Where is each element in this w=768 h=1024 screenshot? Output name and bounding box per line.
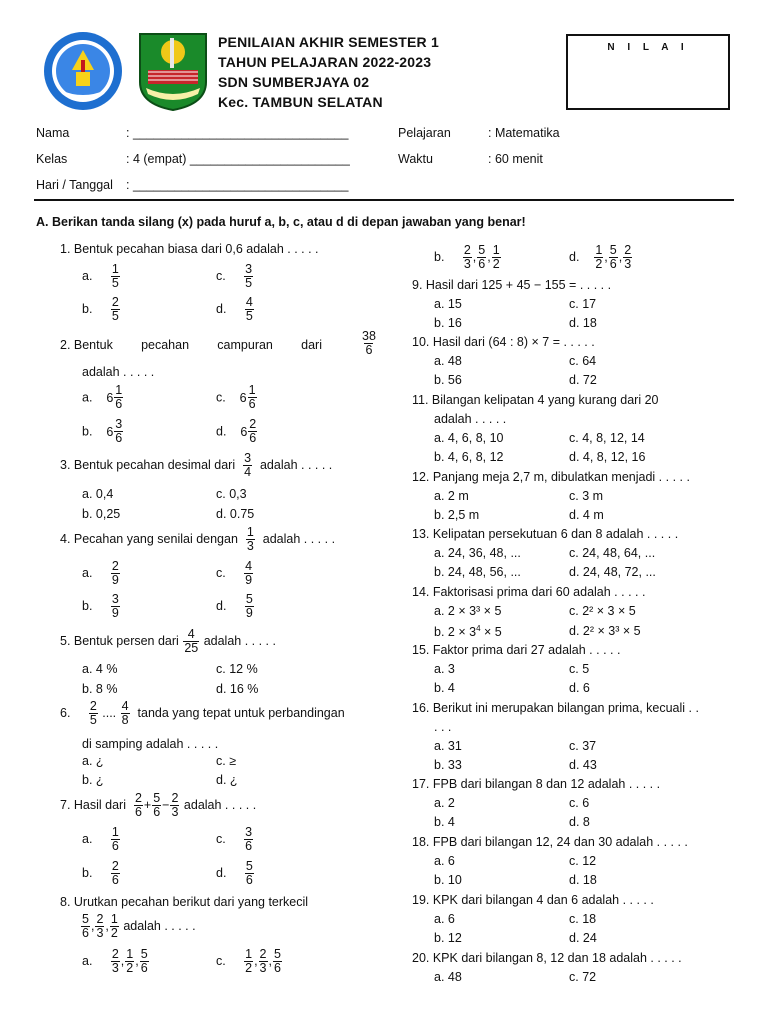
- question-20: 20. KPK dari bilangan 8, 12 dan 18 adalah . . . . .: [412, 951, 682, 965]
- q2-stem-frac: $\frac{38}{6}$: [362, 329, 376, 357]
- kelas-field[interactable]: : 4 (empat) _______________________: [126, 152, 350, 166]
- q5-stem-frac: $\frac{4}{25}$: [184, 627, 199, 655]
- question-9: 9. Hasil dari 125 + 45 − 155 = . . . . .: [412, 278, 612, 292]
- q16-option-b[interactable]: b. 33: [434, 758, 462, 772]
- q15-option-b[interactable]: b. 4: [434, 681, 455, 695]
- q6-option-b[interactable]: b. ¿: [82, 773, 104, 787]
- question-3: 3. Bentuk pecahan desimal dari $\frac{3}{4}$ adalah . . . . .: [60, 451, 333, 479]
- q1-b-frac: $\frac{2}{5}$: [111, 295, 119, 323]
- q17-option-a[interactable]: a. 2: [434, 796, 455, 810]
- q10-option-a[interactable]: a. 48: [434, 354, 462, 368]
- exam-title: PENILAIAN AKHIR SEMESTER 1: [218, 34, 439, 50]
- q3-option-a[interactable]: a. 0,4: [82, 487, 114, 501]
- q9-option-b[interactable]: b. 16: [434, 316, 462, 330]
- kelas-label: Kelas: [36, 152, 68, 166]
- q12-option-c[interactable]: c. 3 m: [569, 489, 604, 503]
- q9-option-a[interactable]: a. 15: [434, 297, 462, 311]
- q17-option-b[interactable]: b. 4: [434, 815, 455, 829]
- question-15: 15. Faktor prima dari 27 adalah . . . . .: [412, 643, 621, 657]
- q7-option-b[interactable]: b. $\frac{2}{6}$: [82, 859, 119, 887]
- question-18: 18. FPB dari bilangan 12, 24 dan 30 adalah . . . . .: [412, 835, 688, 849]
- q18-option-c[interactable]: c. 12: [569, 854, 597, 868]
- q18-option-a[interactable]: a. 6: [434, 854, 455, 868]
- q11-option-c[interactable]: c. 4, 8, 12, 14: [569, 431, 645, 445]
- q7-option-c[interactable]: c. $\frac{3}{6}$: [216, 825, 253, 853]
- pelajaran-value: : Matematika: [488, 126, 560, 140]
- q12-option-d[interactable]: d. 4 m: [569, 508, 604, 522]
- q2-option-b[interactable]: b. 6 $\frac{3}{6}$: [82, 417, 123, 445]
- q18-option-b[interactable]: b. 10: [434, 873, 462, 887]
- q2-option-c[interactable]: c. 6 $\frac{1}{6}$: [216, 383, 256, 411]
- q11-option-a[interactable]: a. 4, 6, 8, 10: [434, 431, 504, 445]
- tut-wuri-handayani-logo: [40, 30, 126, 112]
- q4-option-d[interactable]: d. $\frac{5}{9}$: [216, 592, 253, 620]
- q11-option-d[interactable]: d. 4, 8, 12, 16: [569, 450, 646, 464]
- question-8: 8. Urutkan pecahan berikut dari yang terkecil: [60, 895, 309, 909]
- q14-option-c[interactable]: c. 2² × 3 × 5: [569, 604, 636, 618]
- q19-option-c[interactable]: c. 18: [569, 912, 597, 926]
- question-6: 6. $\frac{2}{5}$ .... $\frac{4}{8}$ tanda yang tepat untuk perbandingan: [60, 699, 345, 727]
- q1-c-frac: $\frac{3}{5}$: [245, 262, 253, 290]
- q10-option-c[interactable]: c. 64: [569, 354, 597, 368]
- q14-option-d[interactable]: d. 2² × 3³ × 5: [569, 624, 641, 638]
- kabupaten-bekasi-logo: [134, 30, 212, 112]
- q19-option-a[interactable]: a. 6: [434, 912, 455, 926]
- q5-option-a[interactable]: a. 4 %: [82, 662, 118, 676]
- question-16-tail: . . .: [434, 720, 452, 734]
- header-divider: [34, 199, 734, 201]
- district-name: Kec. TAMBUN SELATAN: [218, 94, 383, 110]
- question-11: 11. Bilangan kelipatan 4 yang kurang dari 20: [412, 393, 659, 407]
- q16-option-d[interactable]: d. 43: [569, 758, 597, 772]
- question-5: 5. Bentuk persen dari $\frac{4}{25}$ adalah . . . . .: [60, 627, 276, 655]
- question-1: 1. Bentuk pecahan biasa dari 0,6 adalah . . . . .: [60, 242, 319, 256]
- question-2: 2. Bentuk pecahan campuran dari: [60, 338, 322, 352]
- score-box-label: N I L A I: [607, 42, 689, 53]
- hari-field[interactable]: : _______________________________: [126, 178, 349, 192]
- q13-option-a[interactable]: a. 24, 36, 48, ...: [434, 546, 521, 560]
- waktu-value: : 60 menit: [488, 152, 543, 166]
- q5-option-c[interactable]: c. 12 %: [216, 662, 258, 676]
- q6-option-a[interactable]: a. ¿: [82, 754, 104, 768]
- question-4: 4. Pecahan yang senilai dengan $\frac{1}{3}$ adalah . . . . .: [60, 525, 336, 553]
- question-17: 17. FPB dari bilangan 8 dan 12 adalah . . . . .: [412, 777, 661, 791]
- q10-option-d[interactable]: d. 72: [569, 373, 597, 387]
- q9-option-c[interactable]: c. 17: [569, 297, 597, 311]
- q13-option-c[interactable]: c. 24, 48, 64, ...: [569, 546, 656, 560]
- q13-option-b[interactable]: b. 24, 48, 56, ...: [434, 565, 521, 579]
- q15-option-c[interactable]: c. 5: [569, 662, 590, 676]
- section-a-instruction: A. Berikan tanda silang (x) pada huruf a, b, c, atau d di depan jawaban yang benar!: [36, 215, 526, 229]
- q1-option-b[interactable]: b. $\frac{2}{5}$: [82, 295, 119, 323]
- q7-option-d[interactable]: d. $\frac{5}{6}$: [216, 859, 253, 887]
- question-11-tail: adalah . . . . .: [434, 412, 507, 426]
- nama-label: Nama: [36, 126, 70, 140]
- q1-a-frac: $\frac{1}{5}$: [111, 262, 119, 290]
- q1-option-a[interactable]: a. $\frac{1}{5}$: [82, 262, 119, 290]
- q12-option-b[interactable]: b. 2,5 m: [434, 508, 480, 522]
- q3-stem-frac: $\frac{3}{4}$: [244, 451, 252, 479]
- q8-option-d[interactable]: d. $\frac{1}{2}$ , $\frac{5}{6}$ , $\frac{2}{3}$: [569, 243, 632, 271]
- q14-option-a[interactable]: a. 2 × 3³ × 5: [434, 604, 502, 618]
- q6-option-d[interactable]: d. ¿: [216, 773, 238, 787]
- q3-option-c[interactable]: c. 0,3: [216, 487, 247, 501]
- question-12: 12. Panjang meja 2,7 m, dibulatkan menjadi . . . . .: [412, 470, 690, 484]
- question-6-tail: di samping adalah . . . . .: [82, 737, 219, 751]
- nama-field[interactable]: : _______________________________: [126, 126, 349, 140]
- q1-d-frac: $\frac{4}{5}$: [245, 295, 253, 323]
- q18-option-d[interactable]: d. 18: [569, 873, 597, 887]
- q15-option-d[interactable]: d. 6: [569, 681, 590, 695]
- q4-option-c[interactable]: c. $\frac{4}{9}$: [216, 559, 253, 587]
- q8-option-b[interactable]: b. $\frac{2}{3}$ , $\frac{5}{6}$ , $\frac{1}{2}$: [434, 243, 500, 271]
- q1-option-d[interactable]: d. $\frac{4}{5}$: [216, 295, 253, 323]
- question-8-stem: $\frac{5}{6}$ , $\frac{2}{3}$ , $\frac{1}{2}$ adalah . . . . .: [82, 912, 196, 940]
- q10-option-b[interactable]: b. 56: [434, 373, 462, 387]
- q3-option-d[interactable]: d. 0.75: [216, 507, 255, 521]
- q4-option-a[interactable]: a. $\frac{2}{9}$: [82, 559, 119, 587]
- q16-option-c[interactable]: c. 37: [569, 739, 597, 753]
- academic-year: TAHUN PELAJARAN 2022-2023: [218, 54, 432, 70]
- question-13: 13. Kelipatan persekutuan 6 dan 8 adalah . . . . .: [412, 527, 679, 541]
- q15-option-a[interactable]: a. 3: [434, 662, 455, 676]
- q8-option-a[interactable]: a. $\frac{2}{3}$ , $\frac{1}{2}$ , $\frac{5}{6}$: [82, 947, 148, 975]
- q7-option-a[interactable]: a. $\frac{1}{6}$: [82, 825, 119, 853]
- hari-label: Hari / Tanggal: [36, 178, 113, 192]
- q4-option-b[interactable]: b. $\frac{3}{9}$: [82, 592, 119, 620]
- q17-option-c[interactable]: c. 6: [569, 796, 590, 810]
- question-2-tail: adalah . . . . .: [82, 365, 155, 379]
- q9-option-d[interactable]: d. 18: [569, 316, 597, 330]
- q3-option-b[interactable]: b. 0,25: [82, 507, 121, 521]
- question-16: 16. Berikut ini merupakan bilangan prima, kecuali . .: [412, 701, 699, 715]
- q2-option-a[interactable]: a. 6 $\frac{1}{6}$: [82, 383, 123, 411]
- score-box[interactable]: [566, 34, 730, 110]
- pelajaran-label: Pelajaran: [398, 126, 451, 140]
- q8-option-c[interactable]: c. $\frac{1}{2}$ , $\frac{2}{3}$ , $\frac{5}{6}$: [216, 947, 281, 975]
- q20-option-a[interactable]: a. 48: [434, 970, 462, 984]
- q11-option-b[interactable]: b. 4, 6, 8, 12: [434, 450, 504, 464]
- q20-option-c[interactable]: c. 72: [569, 970, 597, 984]
- q17-option-d[interactable]: d. 8: [569, 815, 590, 829]
- q16-option-a[interactable]: a. 31: [434, 739, 462, 753]
- question-7: 7. Hasil dari $\frac{2}{6}$ + $\frac{5}{6}$ − $\frac{2}{3}$ adalah . . . . .: [60, 791, 257, 819]
- q14-option-b[interactable]: b. $2 \times 3^4 \times 5$: [434, 624, 502, 640]
- q2-option-d[interactable]: d. 6 $\frac{2}{6}$: [216, 417, 257, 445]
- question-10: 10. Hasil dari (64 : 8) × 7 = . . . . .: [412, 335, 595, 349]
- q12-option-a[interactable]: a. 2 m: [434, 489, 469, 503]
- waktu-label: Waktu: [398, 152, 433, 166]
- q4-stem-frac: $\frac{1}{3}$: [246, 525, 254, 553]
- q6-option-c[interactable]: c. ≥: [216, 754, 237, 768]
- q1-option-c[interactable]: c. $\frac{3}{5}$: [216, 262, 253, 290]
- question-14: 14. Faktorisasi prima dari 60 adalah . . . . .: [412, 585, 646, 599]
- q5-option-b[interactable]: b. 8 %: [82, 682, 118, 696]
- q5-option-d[interactable]: d. 16 %: [216, 682, 259, 696]
- q19-option-b[interactable]: b. 12: [434, 931, 462, 945]
- school-name: SDN SUMBERJAYA 02: [218, 74, 370, 90]
- q19-option-d[interactable]: d. 24: [569, 931, 597, 945]
- question-19: 19. KPK dari bilangan 4 dan 6 adalah . . . . .: [412, 893, 654, 907]
- q13-option-d[interactable]: d. 24, 48, 72, ...: [569, 565, 656, 579]
